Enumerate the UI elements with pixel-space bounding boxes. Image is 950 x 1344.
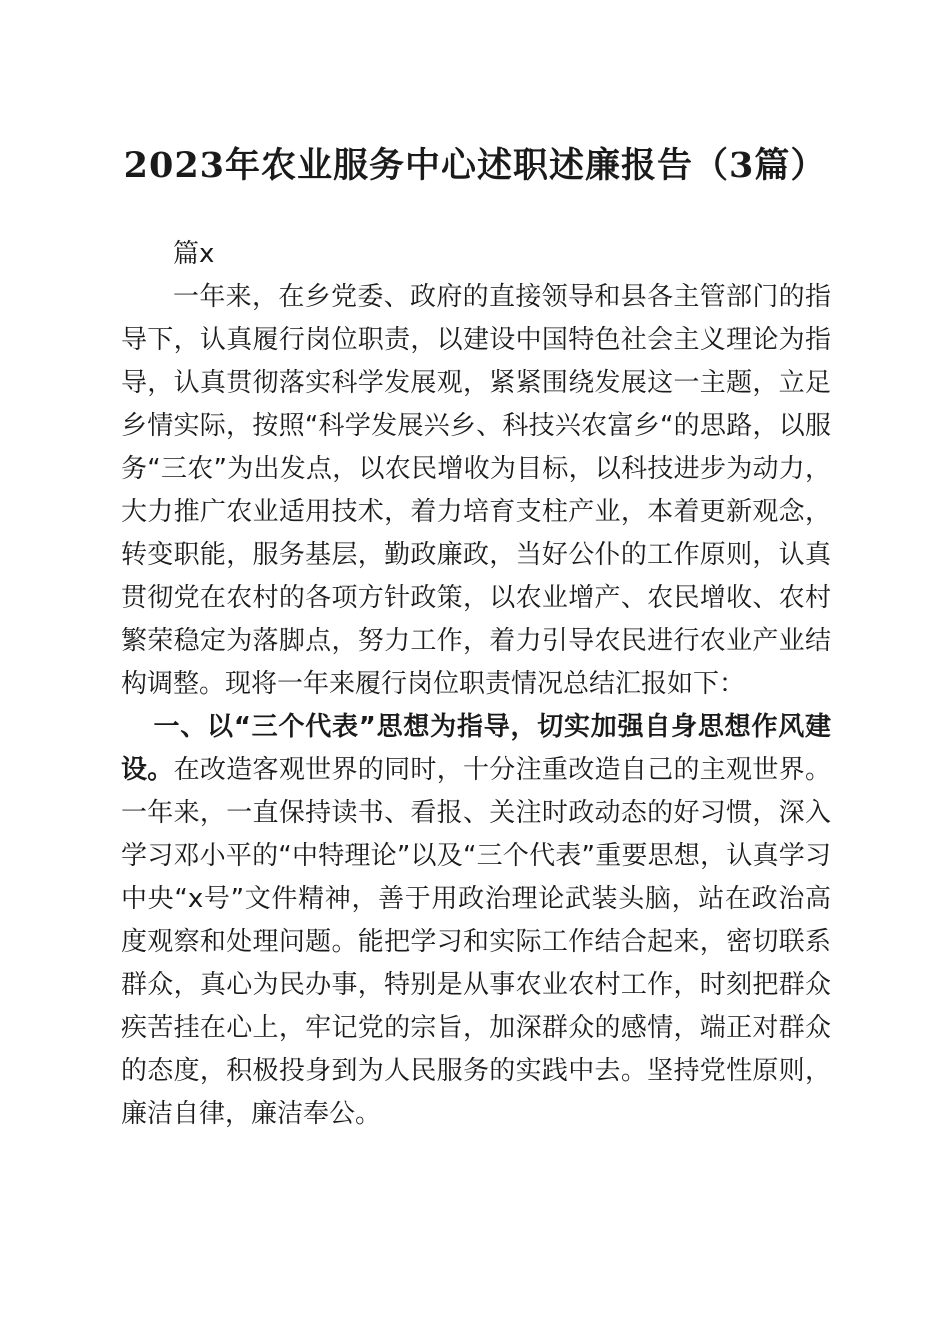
section-one-text: 在改造客观世界的同时，十分注重改造自己的主观世界。一年来，一直保持读书、看报、关注时政动态的好习惯，深入学习邓小平的“中特理论”以及“三个代表”重要思想，认真学习中央“x号”文件精神，善于用政治理论武装头脑，站在政治高度观察和处理问题。能把学习和实际工作结合起来，密切联系群众，真心为民办事，特别是从事农业农村工作，时刻把群众疾苦挂在心上，牢记党的宗旨，加深群众的感情，端正对群众的态度，积极投身到为人民服务的实践中去。坚持党性原则，廉洁自律，廉洁奉公。: [121, 755, 831, 1129]
section-one-heading: 一、以“三个代表”思想为指导，切实加强自身思想作风建设。: [121, 712, 831, 785]
document-title: 2023年农业服务中心述职述廉报告（3篇）: [123, 145, 827, 186]
intro-paragraph: 一年来，在乡党委、政府的直接领导和县各主管部门的指导下，认真履行岗位职责，以建设中国特色社会主义理论为指导，认真贯彻落实科学发展观，紧紧围绕发展这一主题，立足乡情实际，按照“科学发展兴乡、科技兴农富乡“的思路，以服务“三农”为出发点，以农民增收为目标，以科技进步为动力，大力推广农业适用技术，着力培育支柱产业，本着更新观念，转变职能，服务基层，勤政廉政，当好公仆的工作原则，认真贯彻党在农村的各项方针政策，以农业增产、农民增收、农村繁荣稳定为落脚点，努力工作，着力引导农民进行农业产业结构调整。现将一年来履行岗位职责情况总结汇报如下：: [121, 282, 831, 699]
section-label: 篇x: [173, 239, 215, 269]
document-body: [121, 233, 831, 1136]
section-one-paragraph: [121, 706, 831, 1136]
